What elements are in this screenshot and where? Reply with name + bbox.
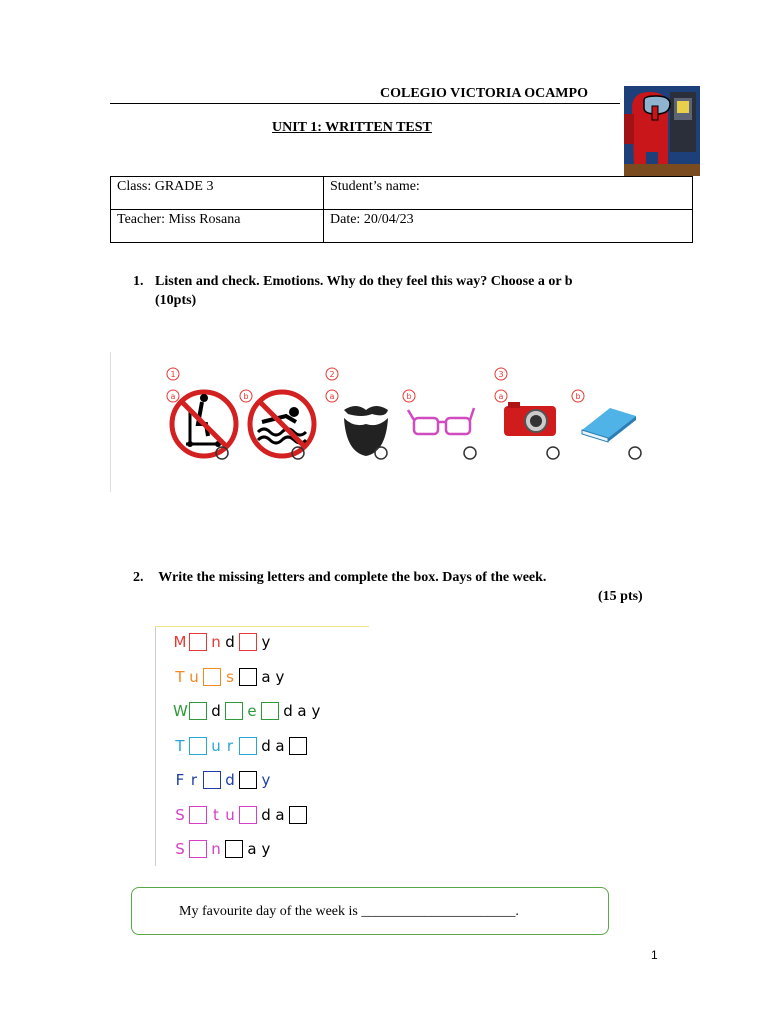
day-letter: a [275, 805, 285, 824]
day-letter: r [190, 771, 198, 789]
svg-text:a: a [170, 392, 176, 401]
day-letter: T [175, 667, 185, 686]
item-1-b-label [240, 390, 252, 402]
question-2 [133, 570, 546, 586]
day-row [173, 665, 287, 689]
day-letter: u [225, 805, 235, 824]
letter-box[interactable] [225, 840, 243, 858]
day-letter: d [261, 805, 271, 824]
day-letter: a [261, 667, 271, 686]
item-3-a-checkbox[interactable] [547, 447, 559, 459]
glasses-icon [408, 408, 474, 434]
item-2-b-label [403, 390, 415, 402]
day-letter: y [261, 633, 271, 651]
svg-text:a: a [498, 392, 504, 401]
student-name-cell[interactable]: Student’s name: [324, 177, 693, 210]
question-1 [133, 272, 653, 310]
day-letter: y [275, 667, 285, 686]
day-letter: r [226, 736, 234, 755]
day-letter: F [175, 771, 185, 789]
day-letter: W [173, 702, 188, 720]
letter-box[interactable] [289, 806, 307, 824]
svg-text:b: b [575, 392, 581, 401]
question-1-text: Listen and check. Emotions. Why do they feel this way? Choose a or b [155, 274, 573, 289]
crewmate-picture [624, 86, 700, 176]
letter-box[interactable] [189, 737, 207, 755]
letter-box[interactable] [203, 668, 221, 686]
item-3-b-checkbox[interactable] [629, 447, 641, 459]
day-letter: M [173, 633, 187, 651]
item-3-a-label [495, 390, 507, 402]
letter-box[interactable] [239, 668, 257, 686]
day-letter: u [211, 736, 221, 755]
beard-icon [344, 406, 388, 456]
letter-box[interactable] [189, 840, 207, 858]
day-row [173, 734, 309, 758]
svg-text:1: 1 [170, 370, 176, 379]
day-row [173, 768, 273, 792]
days-exercise [155, 626, 375, 868]
favourite-day-sentence[interactable]: My favourite day of the week is ______________________. [179, 904, 519, 919]
school-name: COLEGIO VICTORIA OCAMPO [380, 86, 588, 101]
question-1-points: (10pts) [155, 293, 197, 308]
no-scooter-sign-icon [172, 392, 236, 456]
day-row [173, 837, 273, 861]
item-1-a-label [167, 390, 179, 402]
day-letter: y [261, 840, 271, 858]
page-number: 1 [651, 948, 658, 962]
class-cell: Class: GRADE 3 [111, 177, 324, 210]
letter-box[interactable] [289, 737, 307, 755]
svg-text:a: a [329, 392, 335, 401]
item-3-number-label [495, 368, 507, 380]
day-letter: d [211, 702, 221, 720]
day-letter: d [225, 633, 235, 651]
question-2-points: (15 pts) [598, 589, 643, 604]
question-1-number: 1. [133, 274, 144, 289]
day-letter: a [247, 840, 257, 858]
camera-icon [504, 402, 556, 436]
svg-text:2: 2 [329, 370, 335, 379]
day-letter: u [189, 667, 199, 686]
letter-box[interactable] [203, 771, 221, 789]
svg-text:b: b [406, 392, 412, 401]
day-letter: t [213, 805, 219, 824]
day-row [173, 699, 323, 723]
info-table [110, 176, 693, 243]
letter-box[interactable] [239, 737, 257, 755]
day-letter: s [226, 667, 234, 686]
svg-text:b: b [243, 392, 249, 401]
day-letter: d [283, 702, 293, 720]
day-letter: e [247, 702, 257, 720]
letter-box[interactable] [239, 771, 257, 789]
day-letter: S [175, 840, 185, 858]
letter-box[interactable] [189, 633, 207, 651]
day-letter: a [297, 702, 307, 720]
day-letter: y [261, 771, 271, 789]
header-rule [110, 103, 620, 104]
letter-box[interactable] [239, 633, 257, 651]
item-2-a-label [326, 390, 338, 402]
letter-box[interactable] [239, 806, 257, 824]
item-3-b-label [572, 390, 584, 402]
favourite-day-box [131, 887, 609, 935]
letter-box[interactable] [189, 806, 207, 824]
letter-box[interactable] [189, 702, 207, 720]
item-2-b-checkbox[interactable] [464, 447, 476, 459]
question-1-pictures [110, 352, 656, 492]
day-letter: n [211, 840, 221, 858]
question-2-number: 2. [133, 570, 144, 585]
no-swimming-sign-icon [250, 392, 314, 456]
day-row [173, 803, 309, 827]
day-letter: T [175, 736, 185, 755]
letter-box[interactable] [225, 702, 243, 720]
day-letter: n [211, 633, 221, 651]
day-letter: d [261, 736, 271, 755]
letter-box[interactable] [261, 702, 279, 720]
day-row [173, 630, 273, 654]
book-icon [582, 408, 636, 442]
day-letter: d [225, 771, 235, 789]
day-letter: y [311, 702, 321, 720]
item-2-number-label [326, 368, 338, 380]
svg-text:3: 3 [498, 370, 504, 379]
date-cell: Date: 20/04/23 [324, 210, 693, 243]
test-title: UNIT 1: WRITTEN TEST [272, 120, 432, 135]
item-1-number-label [167, 368, 179, 380]
day-letter: S [175, 805, 185, 824]
item-2-a-checkbox[interactable] [375, 447, 387, 459]
day-letter: a [275, 736, 285, 755]
question-2-text: Write the missing letters and complete the box. Days of the week. [158, 570, 547, 585]
teacher-cell: Teacher: Miss Rosana [111, 210, 324, 243]
